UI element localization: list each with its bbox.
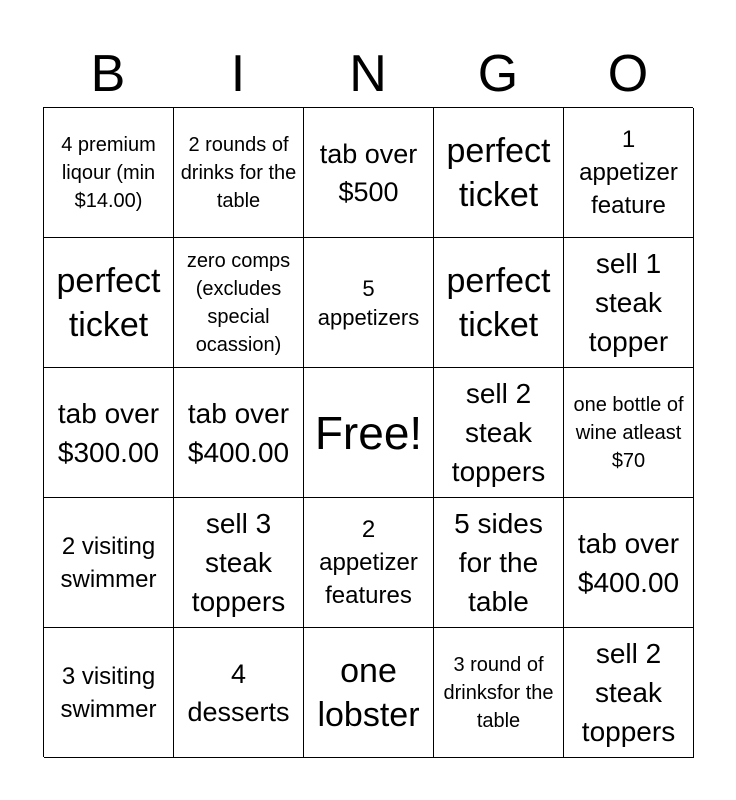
bingo-cell-r5-c5[interactable]: sell 2 steak toppers [564,628,694,758]
header-letter-i: I [230,45,246,103]
header-letter-o: O [607,45,649,103]
bingo-cell-r4-c1[interactable]: 2 visiting swimmer [44,498,174,628]
bingo-cell-r2-c5[interactable]: sell 1 steak topper [564,238,694,368]
bingo-cell-r4-c3[interactable]: 2 appetizer features [304,498,434,628]
bingo-header [43,42,693,106]
bingo-cell-r5-c1[interactable]: 3 visiting swimmer [44,628,174,758]
bingo-board [43,107,693,757]
header-letter-b: B [90,45,126,103]
bingo-cell-free[interactable]: Free! [304,368,434,498]
bingo-cell-r1-c3[interactable]: tab over $500 [304,108,434,238]
header-letter-n: N [349,45,387,103]
bingo-cell-r1-c4[interactable]: perfect ticket [434,108,564,238]
bingo-cell-r3-c1[interactable]: tab over $300.00 [44,368,174,498]
bingo-cell-r2-c4[interactable]: perfect ticket [434,238,564,368]
bingo-cell-r5-c2[interactable]: 4 desserts [174,628,304,758]
bingo-cell-r2-c1[interactable]: perfect ticket [44,238,174,368]
bingo-cell-r3-c2[interactable]: tab over $400.00 [174,368,304,498]
bingo-cell-r4-c5[interactable]: tab over $400.00 [564,498,694,628]
bingo-cell-r1-c2[interactable]: 2 rounds of drinks for the table [174,108,304,238]
bingo-cell-r4-c2[interactable]: sell 3 steak toppers [174,498,304,628]
bingo-cell-r3-c4[interactable]: sell 2 steak toppers [434,368,564,498]
bingo-cell-r2-c2[interactable]: zero comps (excludes special ocassion) [174,238,304,368]
bingo-cell-r4-c4[interactable]: 5 sides for the table [434,498,564,628]
header-letter-g: G [477,45,519,103]
bingo-cell-r2-c3[interactable]: 5 appetizers [304,238,434,368]
bingo-cell-r1-c1[interactable]: 4 premium liqour (min $14.00) [44,108,174,238]
bingo-cell-r5-c3[interactable]: one lobster [304,628,434,758]
bingo-cell-r5-c4[interactable]: 3 round of drinksfor the table [434,628,564,758]
bingo-cell-r3-c5[interactable]: one bottle of wine atleast $70 [564,368,694,498]
bingo-cell-r1-c5[interactable]: 1 appetizer feature [564,108,694,238]
